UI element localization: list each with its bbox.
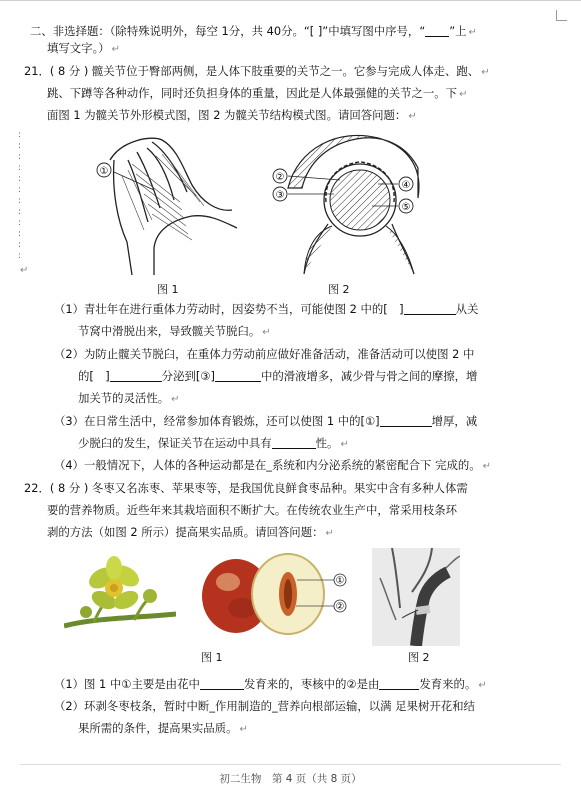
instructions-text-2: 填写文字。） (47, 41, 110, 55)
q22-figure2-caption: 图 2 (408, 651, 430, 664)
answer-blank[interactable] (272, 437, 316, 449)
q21-text-1: 21．( 8 分 ) 髋关节位于臀部两侧，是人体下肢重要的关节之一。它参与完成人体走、跑、 (24, 64, 480, 78)
paragraph-mark: ↵ (481, 67, 490, 78)
q22-stem-line2 (47, 503, 457, 517)
paragraph-mark: ↵ (408, 111, 417, 122)
q21-sub3-text-3: 少脱臼的发生，保证关节在运动中具有 (78, 436, 272, 450)
q22-figure1-jujube-fruit (198, 552, 348, 638)
q21-sub3-line2 (78, 436, 349, 452)
paragraph-mark: ↵ (20, 265, 29, 276)
q21-sub1-line2 (78, 324, 271, 340)
paragraph-mark: ↵ (340, 439, 349, 450)
q21-sub4-line1 (54, 458, 491, 474)
q21-sub1-text: （1）青壮年在进行重体力劳动时，因姿势不当，可能使图 2 中的[ ] (54, 302, 404, 316)
fig2-marker-5: ⑤ (401, 202, 411, 213)
q21-sub3-text-4: 性。 (315, 436, 339, 450)
q21-stem-line3 (47, 108, 417, 124)
q22-sub1-line1 (54, 677, 487, 693)
q22-sub1-text-2: 发育来的，枣核中的②是由 (243, 677, 380, 691)
paragraph-mark: ↵ (262, 327, 271, 338)
paragraph-mark: ↵ (478, 680, 487, 691)
q21-sub2-line3 (78, 391, 180, 407)
q22-sub2-line2 (78, 721, 248, 737)
q22-figure1-jujube-flower (64, 552, 176, 644)
paragraph-mark: ↵ (325, 528, 334, 539)
q22-figure1-caption: 图 1 (201, 651, 223, 664)
q21-sub2-text-5: 加关节的灵活性。 (78, 391, 170, 405)
q22-sub2-text-2: 果所需的条件，提高果实品质。 (78, 721, 238, 735)
q22-sub1-text: （1）图 1 中①主要是由花中 (54, 677, 200, 691)
q22-text-3: 剥的方法（如图 2 所示）提高果实品质。请回答问题： (47, 525, 324, 539)
q21-sub2-line2 (78, 369, 477, 383)
q21-stem-line2 (47, 86, 467, 102)
q21-figure-return (18, 262, 28, 278)
section-instructions-line1 (30, 24, 477, 40)
footer-rule (20, 764, 561, 765)
q21-sub2-text-3: 分泌到[③] (161, 369, 215, 383)
q22-sub2-text: （2）环剥冬枣枝条，暂时中断_作用制造的_营养向根部运输，以满 足果树开花和结 (54, 699, 475, 713)
q21-figure1-caption: 图 1 (157, 283, 179, 296)
q22-text-1: 22．( 8 分 ) 冬枣又名冻枣、苹果枣等，是我国优良鲜食枣品种。果实中含有多种人体需 (24, 481, 468, 495)
q22-text-2: 要的营养物质。近些年来其栽培面积不断扩大。在传统农业生产中，常采用枝条环 (47, 503, 458, 517)
answer-blank[interactable] (404, 303, 456, 315)
page-corner-mark (556, 10, 567, 21)
q22-figure2-girdled-branch (372, 548, 460, 646)
answer-blank[interactable] (379, 678, 419, 690)
q21-sub1-line1 (54, 302, 478, 316)
example-blank (425, 25, 449, 37)
answer-blank[interactable] (110, 370, 162, 382)
q22-stem-line3 (47, 525, 334, 541)
q22-sub1-text-3: 发育来的。 (419, 677, 477, 691)
fig2-marker-4: ④ (401, 180, 411, 191)
q21-sub4-text: （4）一般情况下，人体的各种运动都是在_系统和内分泌系统的紧密配合下 完成的。 (54, 458, 481, 472)
paragraph-mark: ↵ (239, 724, 248, 735)
page-top-edge (0, 0, 581, 1)
instructions-text: 二、非选择题：（除特殊说明外，每空 1分，共 40分。“[ ]”中填写图中序号，“ (30, 24, 426, 38)
q22-stem-line1 (24, 481, 468, 495)
answer-blank[interactable] (200, 678, 244, 690)
instructions-tail: ”上 (449, 24, 467, 38)
q21-sub2-text-2: 的[ ] (78, 369, 110, 383)
fig2-marker-3: ③ (275, 190, 285, 201)
q21-sub3-text: （3）在日常生活中，经常参加体育锻炼，还可以使图 1 中的[①] (54, 414, 380, 428)
answer-blank[interactable] (215, 370, 261, 382)
q21-figure1-hip-external (92, 130, 242, 278)
paragraph-mark: ↵ (482, 461, 492, 472)
q21-sub2-text-4: 中的滑液增多，减少骨与骨之间的摩擦，增 (260, 369, 478, 383)
q21-sub2-text: （2）为防止髋关节脱臼，在重体力劳动前应做好准备活动，准备活动可以使图 2 中 (54, 347, 475, 361)
fruit-marker-2: ② (335, 601, 345, 613)
fig1-marker-1: ① (99, 166, 109, 177)
q21-sub1-text-3: 节窝中滑脱出来，导致髋关节脱臼。 (78, 324, 261, 338)
paragraph-mark: ↵ (111, 44, 121, 55)
q21-sub3-text-2: 增厚，减 (431, 414, 478, 428)
answer-blank[interactable] (380, 415, 432, 427)
q21-sub3-line1 (54, 414, 477, 428)
q21-figure2-caption: 图 2 (328, 283, 350, 296)
q21-sub2-line1 (54, 347, 474, 361)
q21-text-2: 跳、下蹲等各种动作，同时还负担身体的重量，因此是人体最强健的关节之一。下 (47, 86, 458, 100)
q21-text-3: 面图 1 为髋关节外形模式图，图 2 为髋关节结构模式图。请回答问题： (47, 108, 407, 122)
fig2-marker-2: ② (275, 172, 285, 183)
q21-figure2-hip-structure (268, 128, 428, 276)
paragraph-mark: ↵ (468, 27, 477, 38)
page-footer: 初二生物 第 4 页（共 8 页） (219, 773, 362, 785)
q22-sub2-line1 (54, 699, 475, 713)
paragraph-mark: ↵ (171, 394, 180, 405)
q21-stem-line1 (24, 64, 490, 80)
q21-margin-dots: : : : : : : : : : : : : (18, 130, 22, 261)
section-instructions-line2 (47, 41, 120, 57)
paragraph-mark: ↵ (459, 89, 468, 100)
fruit-marker-1: ① (335, 575, 345, 587)
q21-sub1-text-2: 从关 (455, 302, 479, 316)
